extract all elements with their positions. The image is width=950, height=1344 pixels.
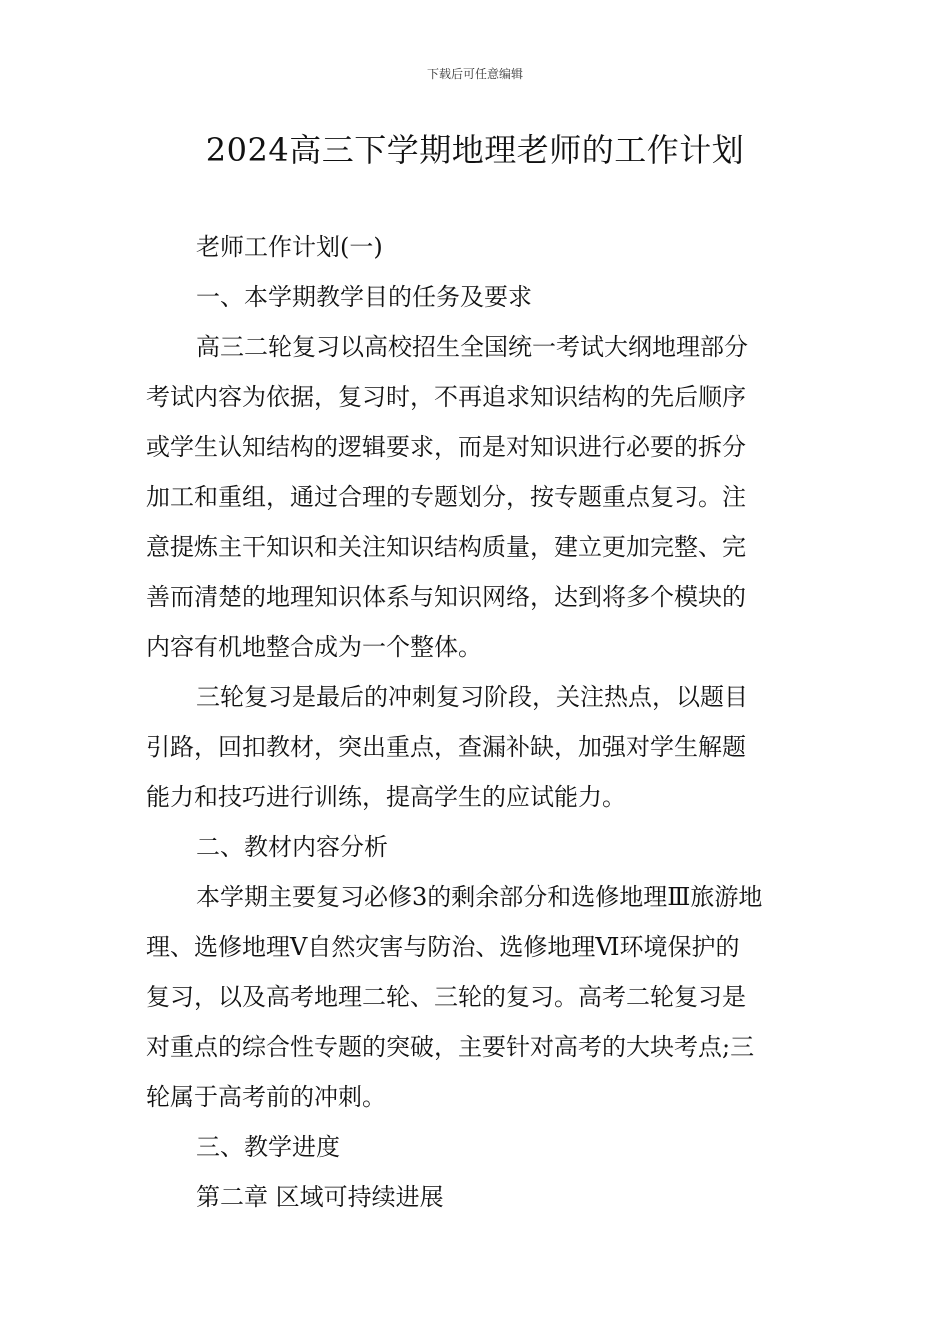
body-line: 本学期主要复习必修3的剩余部分和选修地理Ⅲ旅游地 xyxy=(196,883,763,911)
body-line: 能力和技巧进行训练，提高学生的应试能力。 xyxy=(146,783,626,811)
body-line: 引路，回扣教材，突出重点，查漏补缺，加强对学生解题 xyxy=(146,733,746,761)
body-line: 高三二轮复习以高校招生全国统一考试大纲地理部分 xyxy=(196,333,748,361)
header-note: 下载后可任意编辑 xyxy=(426,67,523,81)
body-line: 意提炼主干知识和关注知识结构质量，建立更加完整、完 xyxy=(146,533,746,561)
body-line: 三、教学进度 xyxy=(196,1133,340,1161)
body-line: 复习，以及高考地理二轮、三轮的复习。高考二轮复习是 xyxy=(146,983,746,1011)
body-line: 第二章 区域可持续进展 xyxy=(196,1183,444,1211)
body-line: 或学生认知结构的逻辑要求，而是对知识进行必要的拆分 xyxy=(146,433,746,461)
body-line: 理、选修地理Ⅴ自然灾害与防治、选修地理Ⅵ环境保护的 xyxy=(146,933,740,961)
body-line: 加工和重组，通过合理的专题划分，按专题重点复习。注 xyxy=(146,483,746,511)
body-line: 对重点的综合性专题的突破，主要针对高考的大块考点;三 xyxy=(146,1033,755,1061)
body-line: 二、教材内容分析 xyxy=(196,833,388,861)
body-line: 三轮复习是最后的冲刺复习阶段，关注热点，以题目 xyxy=(196,683,748,711)
document-title: 2024高三下学期地理老师的工作计划 xyxy=(205,131,745,169)
body-line: 考试内容为依据，复习时，不再追求知识结构的先后顺序 xyxy=(146,383,746,411)
document-body xyxy=(146,222,810,1222)
body-line: 老师工作计划(一) xyxy=(196,233,383,261)
body-line: 一、本学期教学目的任务及要求 xyxy=(196,283,532,311)
body-line: 轮属于高考前的冲刺。 xyxy=(146,1083,386,1111)
body-line: 内容有机地整合成为一个整体。 xyxy=(146,633,482,661)
body-line: 善而清楚的地理知识体系与知识网络，达到将多个模块的 xyxy=(146,583,746,611)
